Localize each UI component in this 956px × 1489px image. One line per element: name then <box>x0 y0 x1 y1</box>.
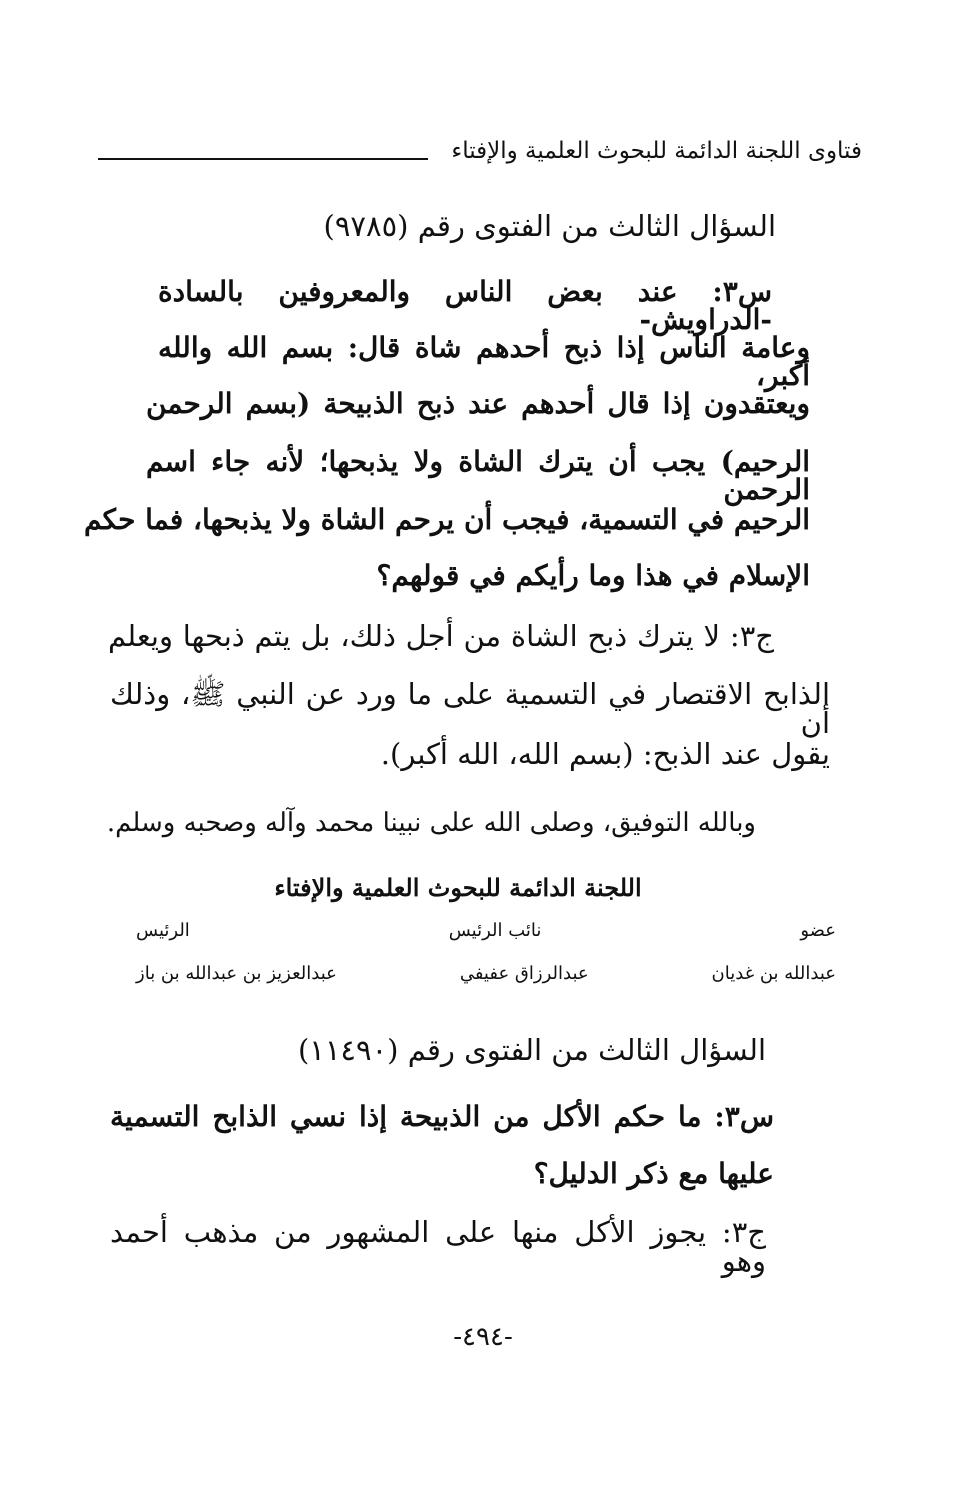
running-header <box>92 138 862 178</box>
committee-title: اللجنة الدائمة للبحوث العلمية والإفتاء <box>274 873 642 902</box>
fatwa1-question-line-3: ويعتقدون إذا قال أحدهم عند ذبح الذبيحة (بسم الرحمن <box>146 387 810 420</box>
signature-names <box>136 963 836 984</box>
name-member: عبدالله بن غديان <box>711 963 836 984</box>
fatwa1-question-line-5: الرحيم في التسمية، فيجب أن يرحم الشاة ولا يذبحها، فما حكم <box>83 503 810 536</box>
header-rule <box>98 158 428 160</box>
fatwa2-question-line-2: عليها مع ذكر الدليل؟ <box>533 1157 774 1190</box>
role-member: عضو <box>800 920 836 941</box>
fatwa1-closing: وبالله التوفيق، وصلى الله على نبينا محمد وآله وصحبه وسلم. <box>106 808 756 838</box>
fatwa1-question-line-2: وعامة الناس إذا ذبح أحدهم شاة قال: بسم الله والله أكبر، <box>158 331 810 392</box>
fatwa1-question-line-1: س٣: عند بعض الناس والمعروفين بالسادة -الدراويش- <box>158 275 772 336</box>
fatwa2-answer-line-1: ج٣: يجوز الأكل منها على المشهور من مذهب أحمد وهو <box>110 1215 766 1278</box>
fatwa1-question-line-6: الإسلام في هذا وما رأيكم في قولهم؟ <box>376 559 810 592</box>
fatwa1-question-line-4: الرحيم) يجب أن يترك الشاة ولا يذبحها؛ لأنه جاء اسم الرحمن <box>146 445 810 506</box>
fatwa1-heading: السؤال الثالث من الفتوى رقم (٩٧٨٥) <box>323 209 776 243</box>
fatwa1-answer-line-3: يقول عند الذبح: (بسم الله، الله أكبر). <box>380 737 830 771</box>
role-vice-chairman: نائب الرئيس <box>448 920 542 941</box>
page-number: -٤٩٤- <box>453 1322 513 1352</box>
name-chairman: عبدالعزيز بن عبدالله بن باز <box>136 963 337 984</box>
role-chairman: الرئيس <box>136 920 190 941</box>
fatwa2-question-line-1: س٣: ما حكم الأكل من الذبيحة إذا نسي الذابح التسمية <box>110 1100 774 1133</box>
fatwa1-answer-line-2: الذابح الاقتصار في التسمية على ما ورد عن النبي ﷺ، وذلك أن <box>110 677 830 740</box>
header-title: فتاوى اللجنة الدائمة للبحوث العلمية والإفتاء <box>451 138 862 164</box>
signature-roles <box>136 920 836 941</box>
fatwa2-heading: السؤال الثالث من الفتوى رقم (١١٤٩٠) <box>297 1033 766 1067</box>
name-vice-chairman: عبدالرزاق عفيفي <box>459 963 589 984</box>
fatwa1-answer-line-1: ج٣: لا يترك ذبح الشاة من أجل ذلك، بل يتم ذبحها ويعلم <box>108 619 774 653</box>
